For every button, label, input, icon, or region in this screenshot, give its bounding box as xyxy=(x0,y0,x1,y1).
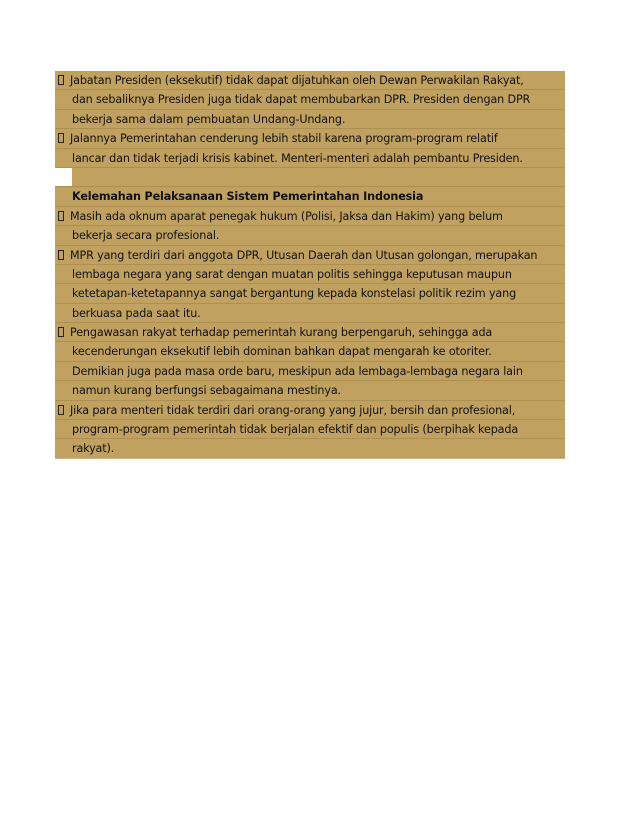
heading-text: Kelemahan Pelaksanaan Sistem Pemerintahan Indonesia xyxy=(72,190,424,204)
line-text: Jika para menteri tidak terdiri dari orang-orang yang jujur, bersih dan profesional, xyxy=(70,403,516,417)
text-line xyxy=(55,265,565,284)
blank-line xyxy=(55,168,565,187)
document-text-block xyxy=(55,71,565,459)
box-bullet-icon xyxy=(58,250,64,260)
text-line xyxy=(55,110,565,129)
text-line xyxy=(55,420,565,439)
text-line xyxy=(55,381,565,400)
box-bullet-icon xyxy=(58,75,64,85)
line-text: lembaga negara yang sarat dengan muatan politis sehingga keputusan maupun xyxy=(72,267,512,281)
line-text: namun kurang berfungsi sebagaimana mestinya. xyxy=(72,384,341,398)
line-text: lancar dan tidak terjadi krisis kabinet. Menteri-menteri adalah pembantu Presiden. xyxy=(72,151,523,165)
text-line xyxy=(55,342,565,361)
text-line xyxy=(55,129,565,148)
line-text: bekerja secara profesional. xyxy=(72,229,220,243)
line-text: Jabatan Presiden (eksekutif) tidak dapat dijatuhkan oleh Dewan Perwakilan Rakyat, xyxy=(70,74,524,87)
text-line xyxy=(55,90,565,109)
text-line xyxy=(55,71,565,90)
text-line xyxy=(55,401,565,420)
text-line xyxy=(55,362,565,381)
line-text: Demikian juga pada masa orde baru, meskipun ada lembaga-lembaga negara lain xyxy=(72,364,523,378)
text-line xyxy=(55,246,565,265)
box-bullet-icon xyxy=(58,211,64,221)
text-line xyxy=(55,439,565,458)
box-bullet-icon xyxy=(58,133,64,143)
line-text: dan sebaliknya Presiden juga tidak dapat membubarkan DPR. Presiden dengan DPR xyxy=(72,93,531,107)
line-text: Masih ada oknum aparat penegak hukum (Polisi, Jaksa dan Hakim) yang belum xyxy=(70,209,503,223)
text-line xyxy=(55,323,565,342)
line-text: Pengawasan rakyat terhadap pemerintah kurang berpengaruh, sehingga ada xyxy=(70,326,493,340)
text-line xyxy=(55,149,565,168)
line-text: ketetapan-ketetapannya sangat bergantung kepada konstelasi politik rezim yang xyxy=(72,287,517,301)
line-text: program-program pemerintah tidak berjalan efektif dan populis (berpihak kepada xyxy=(72,423,519,437)
line-text: MPR yang terdiri dari anggota DPR, Utusan Daerah dan Utusan golongan, merupakan xyxy=(70,248,538,262)
text-line xyxy=(55,284,565,303)
line-text: berkuasa pada saat itu. xyxy=(72,306,201,320)
line-text: Jalannya Pemerintahan cenderung lebih stabil karena program-program relatif xyxy=(70,132,498,146)
text-line xyxy=(55,304,565,323)
text-line xyxy=(55,226,565,245)
box-bullet-icon xyxy=(58,327,64,337)
box-bullet-icon xyxy=(58,405,64,415)
line-text: rakyat). xyxy=(72,442,115,456)
section-heading xyxy=(55,187,565,206)
line-text: bekerja sama dalam pembuatan Undang-Undang. xyxy=(72,112,346,126)
text-line xyxy=(55,207,565,226)
line-text: kecenderungan eksekutif lebih dominan bahkan dapat mengarah ke otoriter. xyxy=(72,345,492,359)
